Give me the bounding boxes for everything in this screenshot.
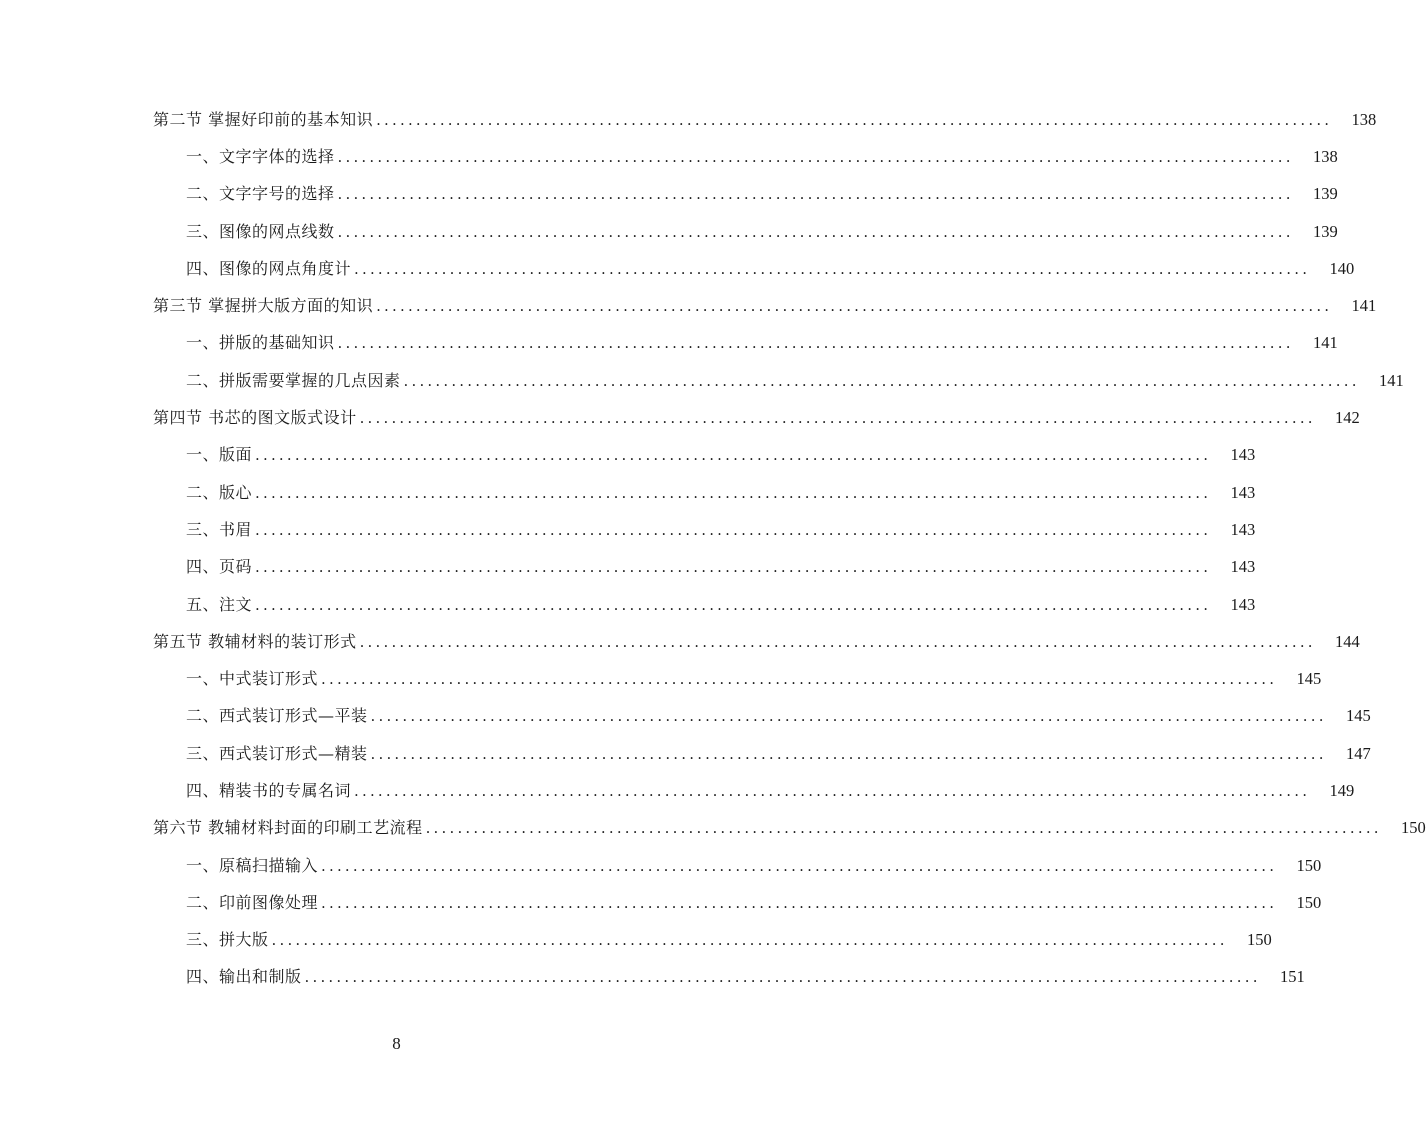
toc-leader-dots: ........................................................................................................................ xyxy=(337,334,1294,353)
toc-leader-dots: ........................................................................................................................ xyxy=(255,483,1212,502)
toc-entry-title: 四、图像的网点角度计 xyxy=(186,258,352,278)
toc-leader-dots: ........................................................................................................................ xyxy=(255,595,1212,614)
toc-section-entry[interactable] xyxy=(0,810,1426,847)
toc-entry-title: 一、版面 xyxy=(186,445,253,465)
toc-leader-dots: ........................................................................................................................ xyxy=(403,371,1360,390)
toc-entry-title: 二、文字字号的选择 xyxy=(186,184,335,204)
toc-leader-dots: ........................................................................................................................ xyxy=(425,819,1382,838)
toc-subsection-entry[interactable] xyxy=(0,735,1371,772)
toc-entry-page: 139 xyxy=(1312,184,1338,204)
toc-entry-page: 143 xyxy=(1230,519,1256,539)
toc-entry-title: 二、西式装订形式—平装 xyxy=(186,706,368,726)
toc-entry-page: 143 xyxy=(1230,557,1256,577)
toc-leader-dots: ........................................................................................................................ xyxy=(370,744,1327,763)
toc-section-entry[interactable] xyxy=(0,399,1360,436)
toc-entry-title: 一、拼版的基础知识 xyxy=(186,333,335,353)
toc-entry-title: 四、页码 xyxy=(186,557,253,577)
toc-entry-title: 四、精装书的专属名词 xyxy=(186,780,352,800)
toc-leader-dots: ........................................................................................................................ xyxy=(304,968,1261,987)
toc-entry-page: 139 xyxy=(1312,221,1338,241)
toc-leader-dots: ........................................................................................................................ xyxy=(354,259,1311,278)
toc-subsection-entry[interactable] xyxy=(0,213,1338,250)
toc-entry-title: 三、书眉 xyxy=(186,519,253,539)
toc-subsection-entry[interactable] xyxy=(0,586,1256,623)
toc-subsection-entry[interactable] xyxy=(0,437,1256,474)
toc-entry-page: 145 xyxy=(1345,706,1371,726)
toc-leader-dots: ........................................................................................................................ xyxy=(376,110,1333,129)
toc-entry-page: 143 xyxy=(1230,445,1256,465)
toc-entry-page: 144 xyxy=(1335,631,1360,651)
toc-leader-dots: ........................................................................................................................ xyxy=(376,297,1333,316)
table-of-contents xyxy=(0,101,1426,996)
toc-entry-page: 151 xyxy=(1279,967,1305,987)
toc-entry-page: 150 xyxy=(1401,818,1426,838)
toc-entry-page: 138 xyxy=(1312,146,1338,166)
toc-entry-page: 143 xyxy=(1230,482,1256,502)
toc-entry-title: 四、输出和制版 xyxy=(186,967,302,987)
toc-entry-title: 第二节 掌握好印前的基本知识 xyxy=(153,109,374,129)
toc-entry-page: 149 xyxy=(1329,780,1355,800)
toc-leader-dots: ........................................................................................................................ xyxy=(359,409,1316,428)
toc-entry-title: 一、原稿扫描输入 xyxy=(186,855,319,875)
toc-leader-dots: ........................................................................................................................ xyxy=(255,558,1212,577)
toc-entry-title: 第三节 掌握拼大版方面的知识 xyxy=(153,296,374,316)
toc-subsection-entry[interactable] xyxy=(0,511,1256,548)
toc-entry-title: 三、拼大版 xyxy=(186,930,269,950)
toc-entry-page: 147 xyxy=(1345,743,1371,763)
toc-entry-page: 138 xyxy=(1351,109,1377,129)
toc-section-entry[interactable] xyxy=(0,623,1360,660)
toc-entry-title: 第六节 教辅材料封面的印刷工艺流程 xyxy=(153,818,423,838)
toc-entry-title: 三、图像的网点线数 xyxy=(186,221,335,241)
toc-leader-dots: ........................................................................................................................ xyxy=(321,856,1278,875)
toc-entry-page: 141 xyxy=(1378,370,1404,390)
toc-leader-dots: ........................................................................................................................ xyxy=(255,446,1212,465)
toc-entry-title: 二、印前图像处理 xyxy=(186,892,319,912)
toc-subsection-entry[interactable] xyxy=(0,772,1355,809)
toc-subsection-entry[interactable] xyxy=(0,660,1322,697)
toc-section-entry[interactable] xyxy=(0,287,1377,324)
toc-subsection-entry[interactable] xyxy=(0,922,1272,959)
toc-entry-title: 第四节 书芯的图文版式设计 xyxy=(153,408,357,428)
toc-subsection-entry[interactable] xyxy=(0,847,1322,884)
toc-leader-dots: ........................................................................................................................ xyxy=(321,893,1278,912)
page-number: 8 xyxy=(392,1034,401,1053)
toc-leader-dots: ........................................................................................................................ xyxy=(359,632,1316,651)
toc-leader-dots: ........................................................................................................................ xyxy=(271,931,1228,950)
toc-section-entry[interactable] xyxy=(0,101,1377,138)
toc-entry-title: 三、西式装订形式—精装 xyxy=(186,743,368,763)
toc-entry-page: 140 xyxy=(1329,258,1355,278)
toc-subsection-entry[interactable] xyxy=(0,176,1338,213)
toc-subsection-entry[interactable] xyxy=(0,250,1355,287)
toc-subsection-entry[interactable] xyxy=(0,325,1338,362)
toc-subsection-entry[interactable] xyxy=(0,884,1322,921)
toc-entry-title: 二、版心 xyxy=(186,482,253,502)
toc-leader-dots: ........................................................................................................................ xyxy=(337,185,1294,204)
toc-subsection-entry[interactable] xyxy=(0,474,1256,511)
toc-leader-dots: ........................................................................................................................ xyxy=(321,670,1278,689)
toc-entry-title: 五、注文 xyxy=(186,594,253,614)
toc-subsection-entry[interactable] xyxy=(0,138,1338,175)
toc-subsection-entry[interactable] xyxy=(0,549,1256,586)
toc-leader-dots: ........................................................................................................................ xyxy=(370,707,1327,726)
toc-leader-dots: ........................................................................................................................ xyxy=(337,222,1294,241)
toc-leader-dots: ........................................................................................................................ xyxy=(255,520,1212,539)
toc-entry-page: 141 xyxy=(1351,296,1377,316)
toc-entry-page: 150 xyxy=(1246,930,1272,950)
toc-entry-page: 142 xyxy=(1335,408,1360,428)
toc-subsection-entry[interactable] xyxy=(0,959,1305,996)
toc-entry-page: 150 xyxy=(1296,855,1322,875)
toc-leader-dots: ........................................................................................................................ xyxy=(354,781,1311,800)
toc-entry-title: 一、文字字体的选择 xyxy=(186,146,335,166)
toc-subsection-entry[interactable] xyxy=(0,362,1404,399)
toc-entry-page: 143 xyxy=(1230,594,1256,614)
toc-entry-page: 150 xyxy=(1296,892,1322,912)
toc-entry-page: 141 xyxy=(1312,333,1338,353)
toc-entry-title: 一、中式装订形式 xyxy=(186,669,319,689)
toc-subsection-entry[interactable] xyxy=(0,698,1371,735)
toc-leader-dots: ........................................................................................................................ xyxy=(337,147,1294,166)
toc-entry-title: 第五节 教辅材料的装订形式 xyxy=(153,631,357,651)
toc-entry-title: 二、拼版需要掌握的几点因素 xyxy=(186,370,401,390)
toc-entry-page: 145 xyxy=(1296,669,1322,689)
